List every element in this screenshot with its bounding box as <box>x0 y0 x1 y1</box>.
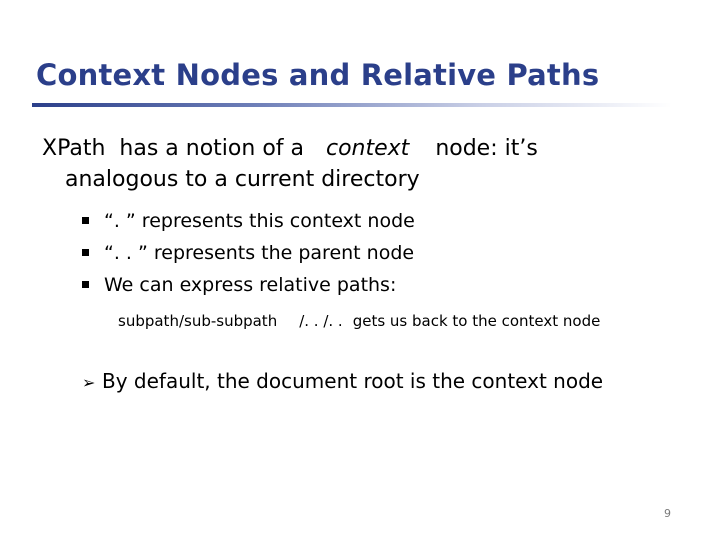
main-point-line2: analogous to a current directory <box>65 167 420 192</box>
page-number: 9 <box>664 507 671 520</box>
example-description: gets us back to the context node <box>352 312 601 330</box>
main-point-word: Path <box>57 136 106 161</box>
main-point <box>42 133 538 195</box>
slide-title: Context Nodes and Relative Paths <box>36 58 600 92</box>
example-path: subpath/sub-subpath <box>118 312 278 330</box>
list-item <box>82 237 415 269</box>
list-item <box>82 269 415 301</box>
example-dots: /. . /. . <box>299 312 343 330</box>
bullet-text: “. ” represents this context node <box>104 210 415 232</box>
bullet-text: We can express relative paths: <box>104 274 397 296</box>
arrow-bullet-icon: ➢ <box>82 373 96 392</box>
main-point-text-end: node: it’s <box>435 136 538 161</box>
arrow-point-text: By default, the document root is the context node <box>102 369 604 393</box>
bullet-text: “. . ” represents the parent node <box>104 242 415 264</box>
bullet-list <box>82 205 415 301</box>
main-point-emphasis: context <box>326 136 410 161</box>
bullet-square-icon <box>82 217 89 224</box>
bullet-square-icon <box>82 249 89 256</box>
arrow-point <box>82 367 603 397</box>
x-mark: X <box>42 136 58 161</box>
example-line <box>118 311 600 331</box>
main-point-text: has a notion of a <box>119 136 304 161</box>
title-underline <box>32 103 672 107</box>
list-item <box>82 205 415 237</box>
bullet-square-icon <box>82 281 89 288</box>
